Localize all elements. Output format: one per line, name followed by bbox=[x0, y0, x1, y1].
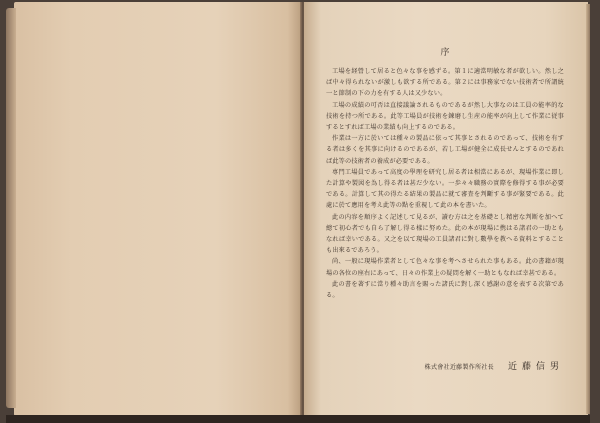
paragraph: 此の書を著すに當り種々助言を賜った諸氏に對し深く感謝の意を表する次第である。 bbox=[326, 280, 564, 300]
preface-text bbox=[326, 66, 564, 301]
page-edge bbox=[586, 4, 590, 414]
signature-affiliation: 株式會社近藤製作所社長 bbox=[424, 364, 494, 371]
book-shadow bbox=[6, 415, 590, 423]
paragraph: 専門工場員であって高度の學理を研究し居る者は相當にあるが、現場作業に即した計算や製図を為し得る者は甚だ少ない。一歩々々職務の實際を修得する事が必要である。計算して其の得たる結果の製品に就て審査を判斷する事が緊要である。此處に於て應用を考え此等の點を重視して此の本を書いた。 bbox=[326, 168, 564, 210]
paragraph: 工場の成績の可否は直接議論されるものであるが然し大事なのは工員の能率的な技術を持つ所である。此等工場員が技術を錬磨し生産の能率が向上して作業に従事するとすれば工場の業績も向上するのである。 bbox=[326, 101, 564, 132]
page-title: 序 bbox=[440, 48, 452, 58]
paragraph: 尚、一般に現場作業者として色々な事を考へさせられた事もある。此の書籍が現場の各位の座右にあって、日々の作業上の疑問を解く一助ともなれば幸甚である。 bbox=[326, 258, 564, 277]
paragraph: 工場を経營して居ると色々な事を感ずる。第１に適當明敏な者が欲しい。然し之ば中々得られないが激しも欲する所である。第２には事務家でない技術者で所謂統一と節制の下の力を有する人は又少ない。 bbox=[326, 68, 564, 98]
signature-block bbox=[326, 359, 564, 372]
signature-name: 近藤信男 bbox=[507, 362, 564, 372]
paragraph: 此の内容を順序よく記述して見るが、讀む方は之を基礎とし精密な判断を加へて總て初心者でも自ら了解し得る樣に努めた。此の本が現場に携はる諸君の一助ともなれば幸いである。又之を以て現場の工員諸君に對し數學を教へる資料とすることも出來るであろう。 bbox=[326, 213, 564, 255]
left-page-blank bbox=[14, 2, 302, 416]
paragraph: 作業は一方に於いては種々の製品に依って其事とされるのであって、技術を有する者は多くを其事に向けるのであるが、若し工場が健全に成長せんとするのであれば此等の技術者の養成が必要である。 bbox=[326, 135, 564, 165]
